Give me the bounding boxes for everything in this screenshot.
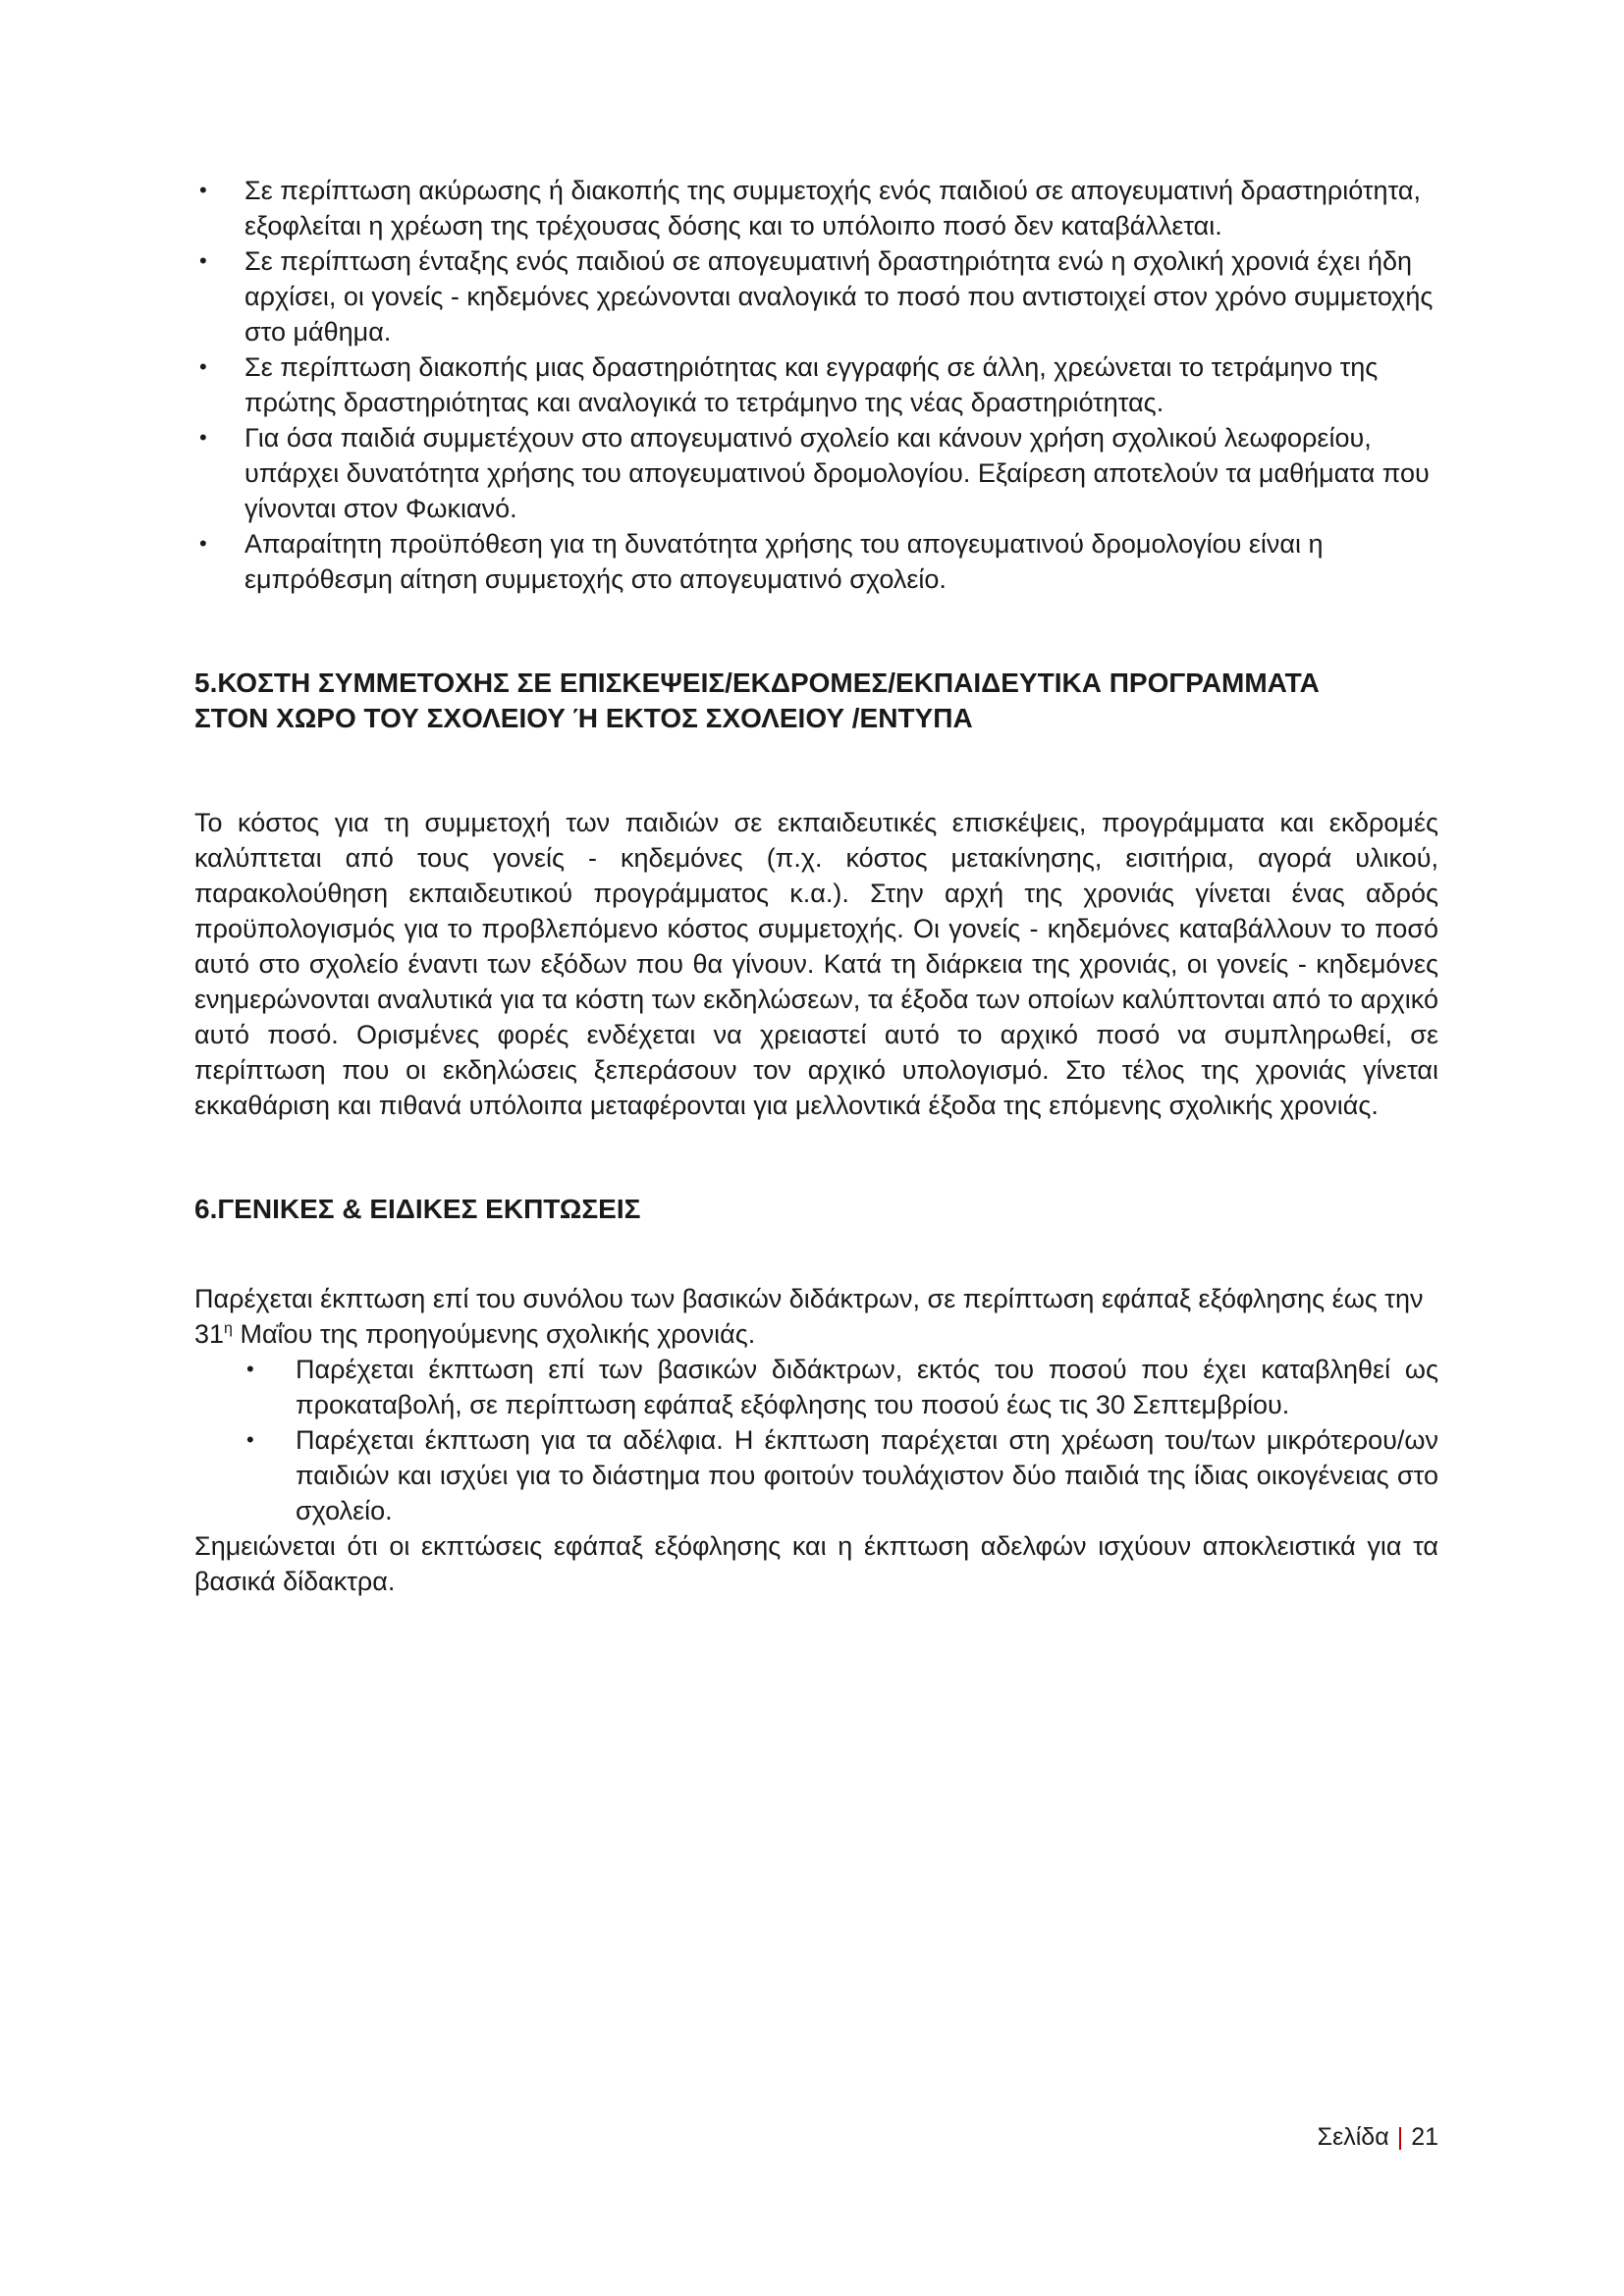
bullet-icon: • (246, 1427, 254, 1452)
list-item: • Παρέχεται έκπτωση για τα αδέλφια. Η έκπτωση παρέχεται στη χρέωση του/των μικρότερου/ων παιδιών και ισχύει για το διάστημα που φοιτούν τουλάχιστον δύο παιδιά της ίδιας οικογένειας στο σχολείο. (244, 1422, 1438, 1528)
bullet-icon: • (199, 248, 207, 273)
discounts-list (194, 1352, 1438, 1528)
list-item: • Σε περίπτωση ένταξης ενός παιδιού σε απογευματινή δραστηριότητα ενώ η σχολική χρονιά έχει ήδη αρχίσει, οι γονείς - κηδεμόνες χρεώνονται αναλογικά το ποσό που αντιστοιχεί στον χρόνο συμμετοχής στο μάθημα. (194, 243, 1438, 349)
page-label: Σελίδα (1317, 2123, 1389, 2151)
list-item: • Σε περίπτωση διακοπής μιας δραστηριότητας και εγγραφής σε άλλη, χρεώνεται το τετράμηνο της πρώτης δραστηριότητας και αναλογικά το τετράμηνο της νέας δραστηριότητας. (194, 349, 1438, 420)
section-6-heading: 6.ΓΕΝΙΚΕΣ & ΕΙΔΙΚΕΣ ΕΚΠΤΩΣΕΙΣ (194, 1194, 641, 1224)
section-5-heading: 5.ΚΟΣΤΗ ΣΥΜΜΕΤΟΧΗΣ ΣΕ ΕΠΙΣΚΕΨΕΙΣ/ΕΚΔΡΟΜΕΣ/ΕΚΠΑΙΔΕΥΤΙΚΑ ΠΡΟΓΡΑΜΜΑΤΑ ΣΤΟΝ ΧΩΡΟ ΤΟΥ ΣΧΟΛΕΙΟΥ Ή ΕΚΤΟΣ ΣΧΟΛΕΙΟΥ /ΕΝΤΥΠΑ (194, 667, 1320, 733)
page-number: 21 (1411, 2123, 1438, 2151)
section-5-paragraph: Το κόστος για τη συμμετοχή των παιδιών σε εκπαιδευτικές επισκέψεις, προγράμματα και εκδρομές καλύπτεται από τους γονείς - κηδεμόνες (π.χ. κόστος μετακίνησης, εισιτήρια, αγορά υλικού, παρακολούθηση εκπαιδευτικού προγράμματος κ.α.). Στην αρχή της χρονιάς γίνεται ένας αδρός προϋπολογισμός για το προβλεπόμενο κόστος συμμετοχής. Οι γονείς - κηδεμόνες καταβάλλουν το ποσό αυτό στο σχολείο έναντι των εξόδων που θα γίνουν. Κατά τη διάρκεια της χρονιάς, οι γονείς - κηδεμόνες ενημερώνονται αναλυτικά για τα κόστη των εκδηλώσεων, τα έξοδα των οποίων καλύπτονται από το αρχικό αυτό ποσό. Ορισμένες φορές ενδέχεται να χρειαστεί αυτό το αρχικό ποσό να συμπληρωθεί, σε περίπτωση που οι εκδηλώσεις ξεπεράσουν τον αρχικό υπολογισμό. Στο τέλος της χρονιάς γίνεται εκκαθάριση και πιθανά υπόλοιπα μεταφέρονται για μελλοντικά έξοδα της επόμενης σχολικής χρονιάς. (194, 808, 1438, 1120)
bullet-icon: • (199, 178, 207, 202)
bullet-icon: • (199, 354, 207, 379)
list-item: • Απαραίτητη προϋπόθεση για τη δυνατότητα χρήσης του απογευματινού δρομολογίου είναι η εμπρόθεσμη αίτηση συμμετοχής στο απογευματινό σχολείο. (194, 526, 1438, 597)
bullet-icon: • (199, 531, 207, 556)
page-content (194, 173, 1438, 1599)
bullet-icon: • (199, 425, 207, 450)
list-item: • Σε περίπτωση ακύρωσης ή διακοπής της συμμετοχής ενός παιδιού σε απογευματινή δραστηριότητα, εξοφλείται η χρέωση της τρέχουσας δόσης και το υπόλοιπο ποσό δεν καταβάλλεται. (194, 173, 1438, 243)
footer-separator: | (1396, 2123, 1404, 2151)
list-item: • Για όσα παιδιά συμμετέχουν στο απογευματινό σχολείο και κάνουν χρήση σχολικού λεωφορείου, υπάρχει δυνατότητα χρήσης του απογευματινού δρομολογίου. Εξαίρεση αποτελούν τα μαθήματα που γίνονται στον Φωκιανό. (194, 420, 1438, 526)
list-item: • Παρέχεται έκπτωση επί των βασικών διδάκτρων, εκτός του ποσού που έχει καταβληθεί ως προκαταβολή, σε περίπτωση εφάπαξ εξόφλησης του ποσού έως τις 30 Σεπτεμβρίου. (244, 1352, 1438, 1422)
conditions-list (194, 173, 1438, 597)
section-6-intro: Παρέχεται έκπτωση επί του συνόλου των βασικών διδάκτρων, σε περίπτωση εφάπαξ εξόφλησης έως την $31^\eta$ Μαΐου της προηγούμενης σχολικής χρονιάς. (194, 1284, 1424, 1349)
page-footer (1318, 2123, 1438, 2152)
section-6-note: Σημειώνεται ότι οι εκπτώσεις εφάπαξ εξόφλησης και η έκπτωση αδελφών ισχύουν αποκλειστικά για τα βασικά δίδακτρα. (194, 1531, 1438, 1596)
bullet-icon: • (246, 1357, 254, 1381)
